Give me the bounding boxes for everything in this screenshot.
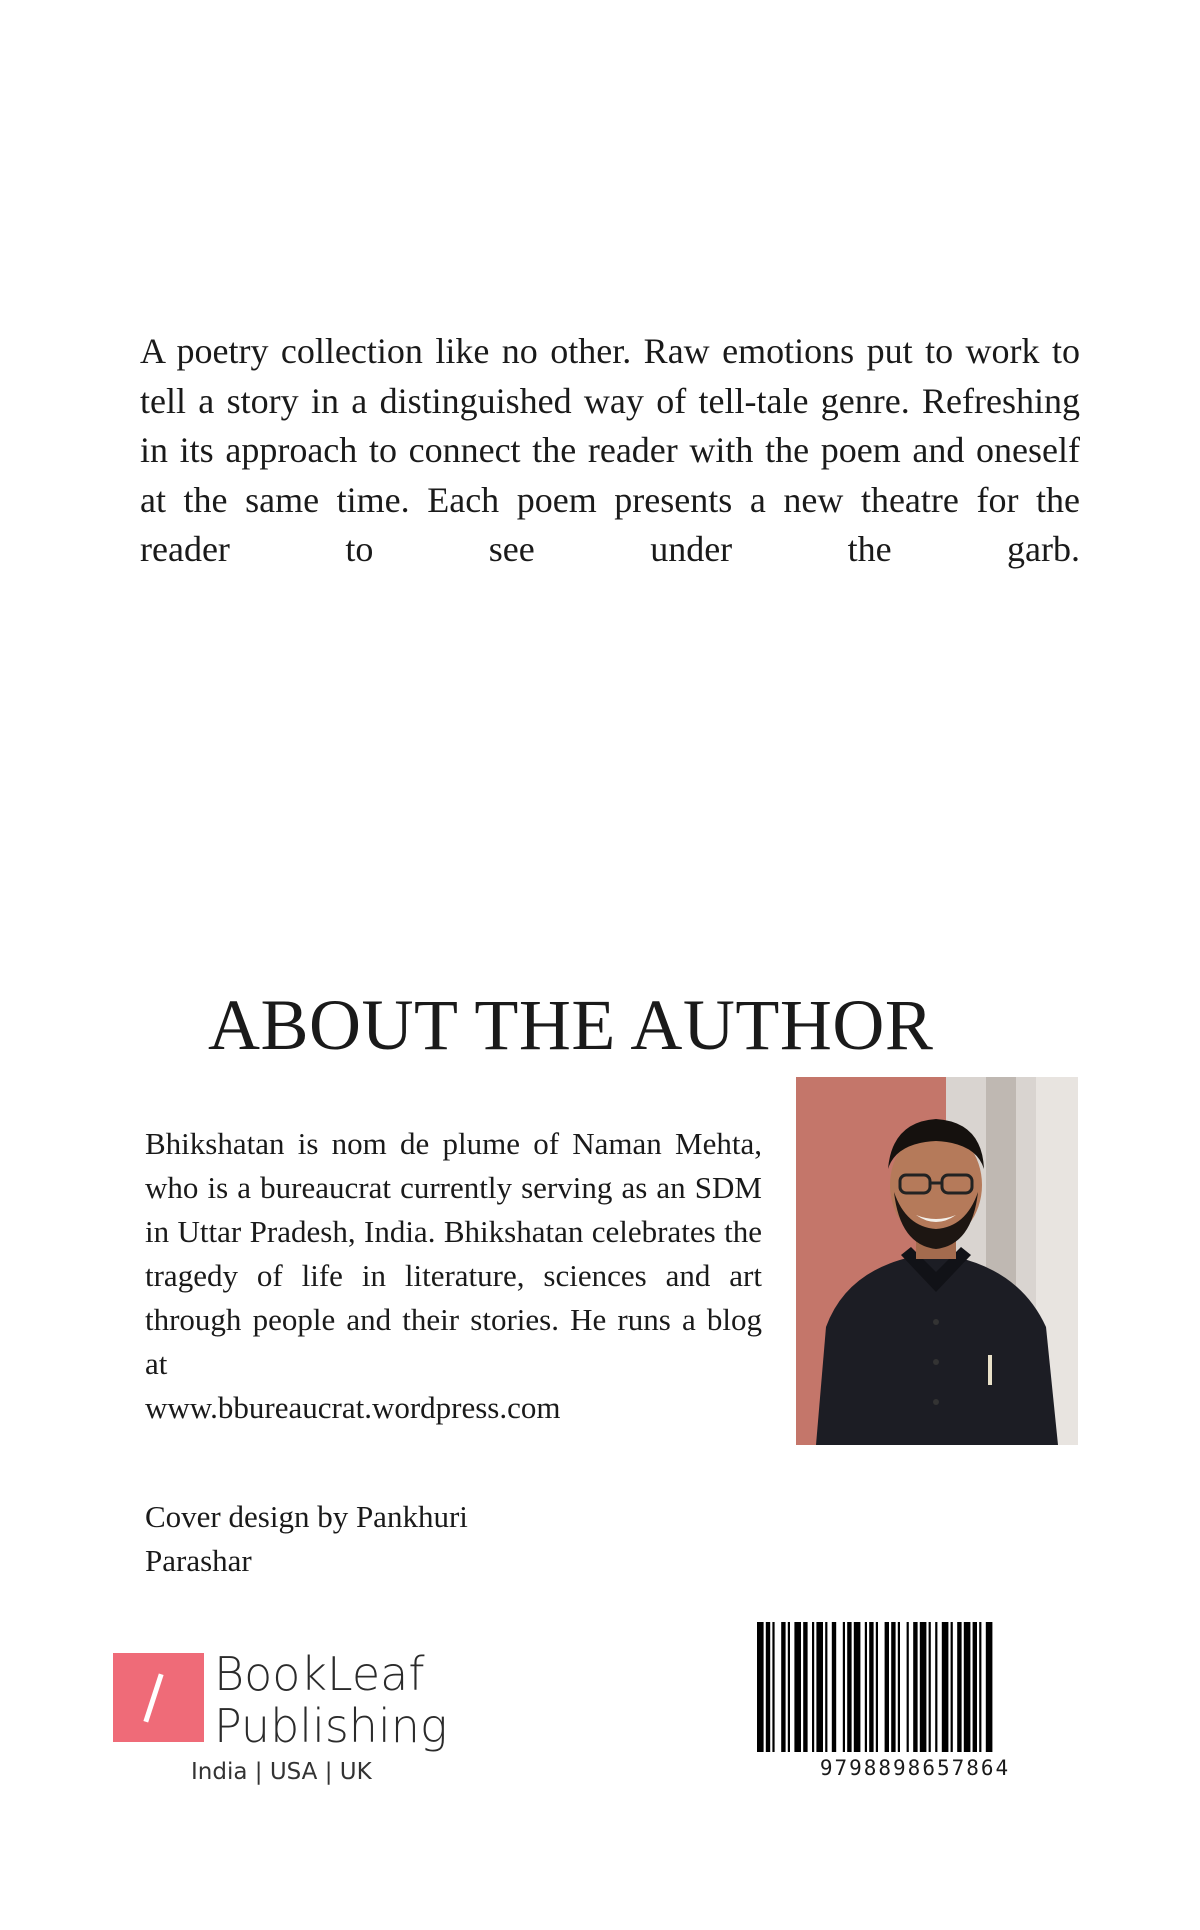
barcode-bar [885, 1622, 889, 1752]
author-bio [145, 1122, 762, 1430]
barcode-bar [781, 1622, 785, 1752]
author-bio-text: Bhikshatan is nom de plume of Naman Mehta, who is a bureaucrat currently serving as an SDM in Uttar Pradesh, India. Bhikshatan celebrates the tragedy of life in literature, sciences and art through people and their stories. He runs a blog at [145, 1126, 762, 1381]
barcode-bar [803, 1622, 807, 1752]
author-portrait-illustration [796, 1077, 1078, 1445]
barcode-bar [832, 1622, 836, 1752]
barcode-bar [907, 1622, 909, 1752]
publisher-regions: India | USA | UK [191, 1759, 372, 1785]
barcode-bar [942, 1622, 949, 1752]
barcode-bar [812, 1622, 814, 1752]
publisher-name-line-1: BookLeaf [214, 1647, 425, 1701]
publisher-logo [113, 1648, 513, 1798]
bookleaf-slash-icon [113, 1653, 204, 1742]
barcode-bar [964, 1622, 971, 1752]
barcode-icon [755, 1622, 1075, 1752]
barcode-bar [772, 1622, 774, 1752]
cover-design-credit [145, 1495, 545, 1583]
cover-credit-line-1: Cover design by Pankhuri [145, 1499, 468, 1534]
barcode-bar [843, 1622, 845, 1752]
barcode-bar [891, 1622, 895, 1752]
author-photo [796, 1077, 1078, 1445]
publisher-name [214, 1648, 448, 1752]
barcode-bar [788, 1622, 790, 1752]
barcode-bar [847, 1622, 851, 1752]
barcode-bar [869, 1622, 873, 1752]
barcode-bar [929, 1622, 931, 1752]
barcode-bar [794, 1622, 801, 1752]
cover-credit-line-2: Parashar [145, 1543, 252, 1578]
barcode-bar [766, 1622, 770, 1752]
barcode-bar [973, 1622, 977, 1752]
barcode-bar [920, 1622, 927, 1752]
barcode-bar [825, 1622, 827, 1752]
isbn-number: 9798898657864 [819, 1756, 1011, 1780]
barcode-bar [986, 1622, 993, 1752]
publisher-name-line-2: Publishing [214, 1699, 448, 1753]
barcode-bar [913, 1622, 917, 1752]
barcode-bar [757, 1622, 764, 1752]
author-blog-url: www.bbureaucrat.wordpress.com [145, 1390, 561, 1425]
back-cover-blurb: A poetry collection like no other. Raw emotions put to work to tell a story in a distinguished way of tell-tale genre. Refreshing in its approach to connect the reader with the poem and oneself at the same time. Each poem presents a new theatre for the reader to see under the garb. [140, 331, 1080, 569]
barcode-bar [865, 1622, 867, 1752]
barcode-bar [816, 1622, 823, 1752]
barcode-bar [951, 1622, 953, 1752]
barcode-bar [979, 1622, 981, 1752]
barcode-bar [876, 1622, 878, 1752]
about-author-heading: ABOUT THE AUTHOR [208, 985, 934, 1065]
barcode-bar [935, 1622, 937, 1752]
barcode-bar [854, 1622, 861, 1752]
barcode-bar [898, 1622, 900, 1752]
barcode-bar [957, 1622, 961, 1752]
